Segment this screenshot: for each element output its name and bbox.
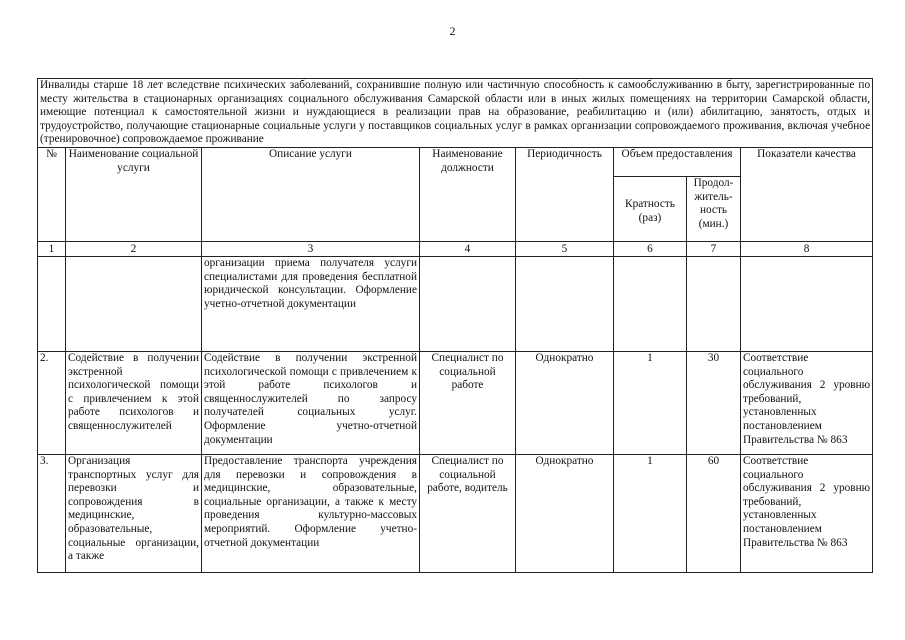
intro-text: Инвалиды старше 18 лет вследствие психических заболеваний, сохранившие полную или частичную способность к самообслуживанию в быту, зарегистрированные по месту жительства в стационарных организациях социального обслуживания Самарской области или в иных жилых помещениях на территории Самарской области, имеющие потенциал к самостоятельной жизни и нуждающиеся в реализации прав на образование, реабилитацию и (или) абилитацию, занятость, отдых и трудоустройство, получающие стационарные социальные услуги у поставщиков социальных услуг в рамках организации сопровождаемого проживания, включая учебное (тренировочное) сопровождаемое проживание bbox=[38, 79, 873, 148]
header-quality: Показатели качества bbox=[741, 147, 873, 241]
row-frequency: 1 bbox=[614, 351, 687, 454]
row-quality: Соответствие социального обслуживания 2 уровню требований, установленных постановлением Правительства № 863 bbox=[741, 351, 873, 454]
row-frequency bbox=[614, 256, 687, 351]
row-service-name: Содействие в получении экстренной психологической помощи с привлечением к этой работе психологов и священнослужителей bbox=[66, 351, 202, 454]
page-number: 2 bbox=[449, 24, 456, 38]
column-number: 4 bbox=[420, 241, 516, 256]
row-periodicity bbox=[516, 256, 614, 351]
table-row bbox=[38, 256, 873, 351]
header-volume: Объем предоставления bbox=[614, 147, 741, 176]
row-service-name: Организация транспортных услуг для перевозки и сопровождения в медицинские, образовательные, социальные организации, а также bbox=[66, 454, 202, 572]
row-description: организации приема получателя услуги специалистами для проведения бесплатной юридической консультации. Оформление учетно-отчетной документации bbox=[202, 256, 420, 351]
row-duration: 30 bbox=[687, 351, 741, 454]
header-num: № bbox=[38, 147, 66, 241]
column-number: 6 bbox=[614, 241, 687, 256]
row-num bbox=[38, 256, 66, 351]
row-num: 3. bbox=[38, 454, 66, 572]
row-description: Предоставление транспорта учреждения для перевозки и сопровождения в медицинские, образовательные, социальные организации, а также к месту проведения культурно-массовых мероприятий. Оформление учетно-отчетной документации bbox=[202, 454, 420, 572]
header-duration: Продол-житель-ность (мин.) bbox=[687, 176, 741, 241]
services-table bbox=[37, 78, 873, 573]
intro-row bbox=[38, 79, 873, 148]
row-service-name bbox=[66, 256, 202, 351]
row-quality bbox=[741, 256, 873, 351]
row-num: 2. bbox=[38, 351, 66, 454]
header-row-1 bbox=[38, 147, 873, 176]
row-periodicity: Однократно bbox=[516, 454, 614, 572]
column-number: 1 bbox=[38, 241, 66, 256]
row-duration bbox=[687, 256, 741, 351]
row-periodicity: Однократно bbox=[516, 351, 614, 454]
header-service-name: Наименование социальной услуги bbox=[66, 147, 202, 241]
column-number: 2 bbox=[66, 241, 202, 256]
row-position: Специалист по социальной работе, водитель bbox=[420, 454, 516, 572]
row-quality: Соответствие социального обслуживания 2 уровню требований, установленных постановлением Правительства № 863 bbox=[741, 454, 873, 572]
row-description: Содействие в получении экстренной психологической помощи с привлечением к этой работе психологов и священнослужителей по запросу получателей социальных услуг. Оформление учетно-отчетной документации bbox=[202, 351, 420, 454]
header-periodicity: Периодичность bbox=[516, 147, 614, 241]
table-row bbox=[38, 351, 873, 454]
header-position: Наименование должности bbox=[420, 147, 516, 241]
table-row bbox=[38, 454, 873, 572]
column-number: 7 bbox=[687, 241, 741, 256]
column-number: 3 bbox=[202, 241, 420, 256]
row-position: Специалист по социальной работе bbox=[420, 351, 516, 454]
column-number: 5 bbox=[516, 241, 614, 256]
row-duration: 60 bbox=[687, 454, 741, 572]
column-number: 8 bbox=[741, 241, 873, 256]
row-position bbox=[420, 256, 516, 351]
header-frequency: Кратность (раз) bbox=[614, 176, 687, 241]
column-number-row bbox=[38, 241, 873, 256]
header-description: Описание услуги bbox=[202, 147, 420, 241]
row-frequency: 1 bbox=[614, 454, 687, 572]
